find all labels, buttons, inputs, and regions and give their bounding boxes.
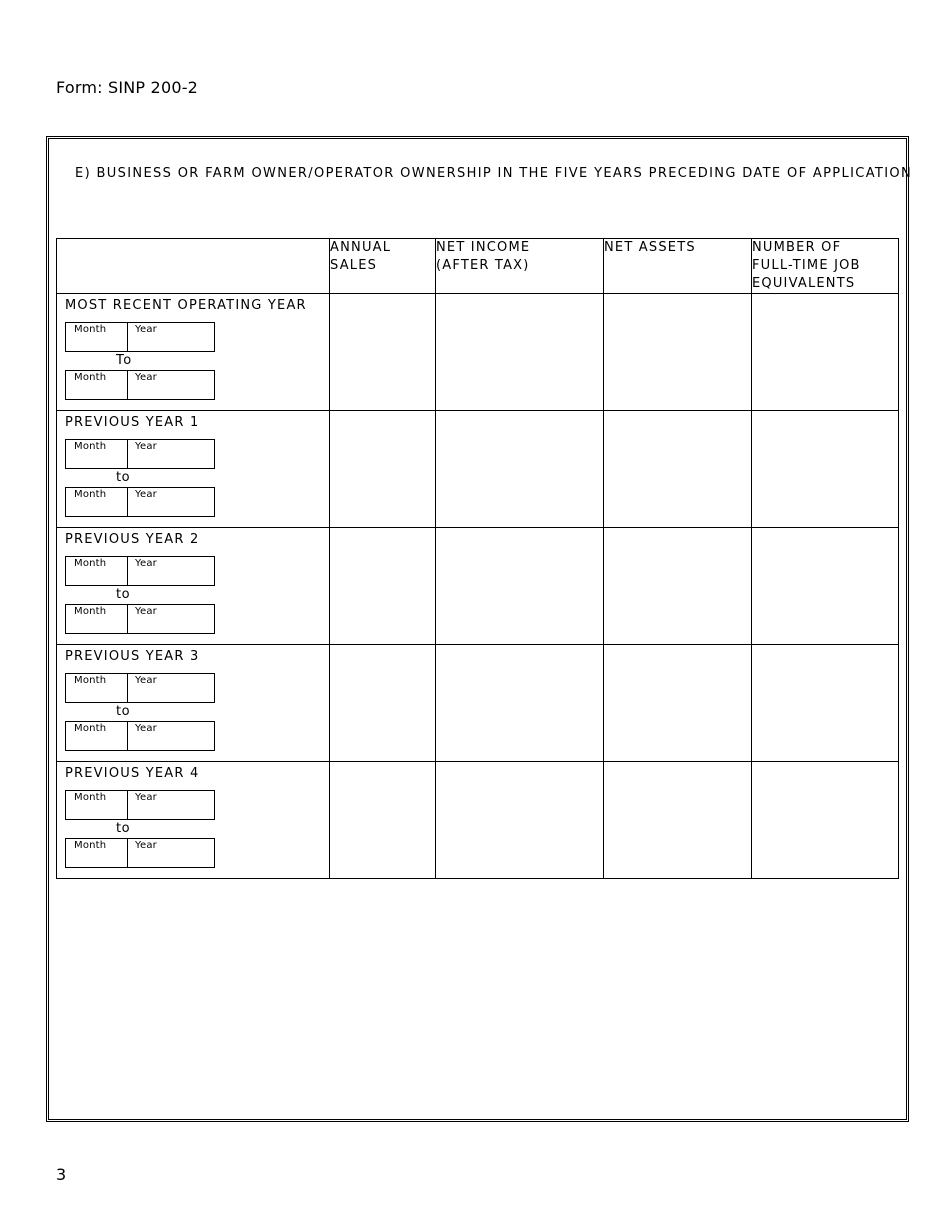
period-cell [57, 762, 330, 879]
to-month-field[interactable]: Month [74, 489, 107, 500]
header-row [57, 239, 899, 294]
section-title: E) BUSINESS OR FARM OWNER/OPERATOR OWNERSHIP IN THE FIVE YEARS PRECEDING DATE OF APPLICATION [75, 166, 913, 181]
net-income-input[interactable] [436, 645, 604, 762]
table-row-previous-year-4 [57, 762, 899, 879]
fte-input[interactable] [752, 411, 899, 528]
to-date-box[interactable] [65, 487, 215, 517]
annual-sales-input[interactable] [330, 528, 436, 645]
period-label: PREVIOUS YEAR 1 [65, 415, 200, 430]
header-annual-sales-line-2: SALES [330, 258, 378, 273]
period-label: MOST RECENT OPERATING YEAR [65, 298, 307, 313]
from-date-box[interactable] [65, 790, 215, 820]
form-identifier: Form: SINP 200-2 [56, 78, 199, 97]
net-income-input[interactable] [436, 762, 604, 879]
header-fte-line-1: NUMBER OF [752, 240, 842, 255]
header-net-assets [604, 239, 752, 294]
date-box-divider [127, 557, 128, 585]
from-date-box[interactable] [65, 439, 215, 469]
to-year-field[interactable]: Year [135, 840, 157, 851]
to-month-field[interactable]: Month [74, 723, 107, 734]
from-date-box[interactable] [65, 556, 215, 586]
period-label: PREVIOUS YEAR 2 [65, 532, 200, 547]
header-net-income-line-2: (AFTER TAX) [436, 258, 530, 273]
net-assets-input[interactable] [604, 762, 752, 879]
to-label: To [116, 353, 133, 368]
to-date-box[interactable] [65, 838, 215, 868]
header-net-income-line-1: NET INCOME [436, 240, 531, 255]
table-row-previous-year-1 [57, 411, 899, 528]
net-assets-input[interactable] [604, 411, 752, 528]
annual-sales-input[interactable] [330, 411, 436, 528]
date-box-divider [127, 791, 128, 819]
from-month-field[interactable]: Month [74, 324, 107, 335]
period-label: PREVIOUS YEAR 4 [65, 766, 200, 781]
from-year-field[interactable]: Year [135, 675, 157, 686]
from-year-field[interactable]: Year [135, 324, 157, 335]
date-box-divider [127, 605, 128, 633]
table-row-most-recent-year [57, 294, 899, 411]
date-box-divider [127, 674, 128, 702]
date-box-divider [127, 722, 128, 750]
table-row-previous-year-2 [57, 528, 899, 645]
table-row-previous-year-3 [57, 645, 899, 762]
net-assets-input[interactable] [604, 645, 752, 762]
header-full-time-job-equivalents [752, 239, 899, 294]
fte-input[interactable] [752, 762, 899, 879]
to-label: to [116, 821, 131, 836]
period-cell [57, 645, 330, 762]
header-annual-sales [330, 239, 436, 294]
from-year-field[interactable]: Year [135, 558, 157, 569]
from-date-box[interactable] [65, 673, 215, 703]
fte-input[interactable] [752, 528, 899, 645]
to-date-box[interactable] [65, 721, 215, 751]
net-assets-input[interactable] [604, 528, 752, 645]
header-fte-line-2: FULL-TIME JOB [752, 258, 861, 273]
net-income-input[interactable] [436, 411, 604, 528]
date-box-divider [127, 440, 128, 468]
header-net-assets-line-1: NET ASSETS [604, 240, 696, 255]
from-month-field[interactable]: Month [74, 441, 107, 452]
ownership-history-table [56, 238, 899, 879]
from-date-box[interactable] [65, 322, 215, 352]
to-year-field[interactable]: Year [135, 372, 157, 383]
from-year-field[interactable]: Year [135, 792, 157, 803]
annual-sales-input[interactable] [330, 645, 436, 762]
to-label: to [116, 470, 131, 485]
period-label: PREVIOUS YEAR 3 [65, 649, 200, 664]
from-month-field[interactable]: Month [74, 792, 107, 803]
header-blank-cell [57, 239, 330, 294]
period-cell [57, 411, 330, 528]
from-month-field[interactable]: Month [74, 558, 107, 569]
annual-sales-input[interactable] [330, 294, 436, 411]
fte-input[interactable] [752, 645, 899, 762]
to-year-field[interactable]: Year [135, 606, 157, 617]
date-box-divider [127, 371, 128, 399]
to-date-box[interactable] [65, 604, 215, 634]
date-box-divider [127, 323, 128, 351]
fte-input[interactable] [752, 294, 899, 411]
to-label: to [116, 704, 131, 719]
date-box-divider [127, 839, 128, 867]
date-box-divider [127, 488, 128, 516]
net-income-input[interactable] [436, 528, 604, 645]
period-cell [57, 294, 330, 411]
to-month-field[interactable]: Month [74, 606, 107, 617]
period-cell [57, 528, 330, 645]
header-fte-line-3: EQUIVALENTS [752, 276, 856, 291]
net-assets-input[interactable] [604, 294, 752, 411]
to-month-field[interactable]: Month [74, 372, 107, 383]
to-label: to [116, 587, 131, 602]
to-year-field[interactable]: Year [135, 723, 157, 734]
from-year-field[interactable]: Year [135, 441, 157, 452]
annual-sales-input[interactable] [330, 762, 436, 879]
from-month-field[interactable]: Month [74, 675, 107, 686]
header-annual-sales-line-1: ANNUAL [330, 240, 392, 255]
to-month-field[interactable]: Month [74, 840, 107, 851]
page-number: 3 [56, 1165, 67, 1184]
to-year-field[interactable]: Year [135, 489, 157, 500]
net-income-input[interactable] [436, 294, 604, 411]
to-date-box[interactable] [65, 370, 215, 400]
header-net-income [436, 239, 604, 294]
